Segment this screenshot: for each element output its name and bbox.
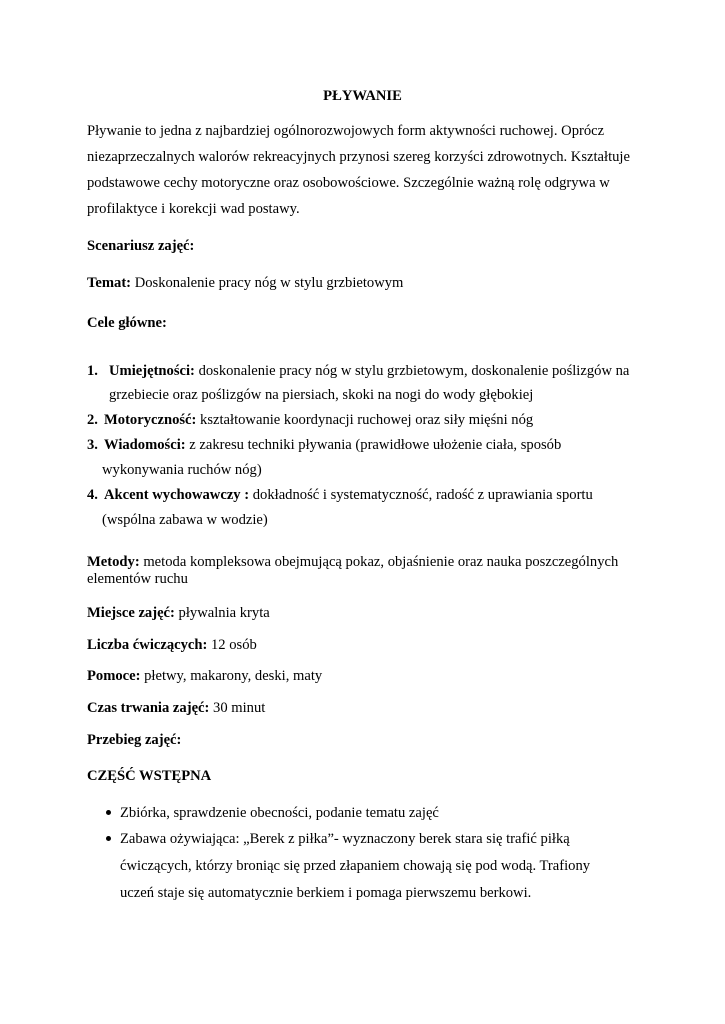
goal-item: [104, 411, 533, 429]
document-title: PŁYWANIE: [323, 88, 402, 104]
goal-label: Umiejętności:: [109, 363, 195, 379]
methods-text: metoda kompleksowa obejmującą pokaz, objaśnienie oraz nauka poszczególnych: [139, 554, 619, 570]
place-label: Miejsce zajęć:: [87, 605, 175, 621]
duration-line: [87, 699, 265, 717]
scenario-heading: Scenariusz zajęć:: [87, 238, 195, 254]
methods-text-continued: elementów ruchu: [87, 571, 188, 587]
goals-heading: Cele główne:: [87, 315, 167, 331]
duration-value: 30 minut: [209, 700, 266, 716]
goal-text-continued: (wspólna zabawa w wodzie): [102, 512, 268, 528]
goal-text-continued: grzebiecie oraz poślizgów na piersiach, skoki na nogi do wody głębokiej: [109, 387, 534, 403]
goal-item: [104, 486, 593, 504]
equipment-value: płetwy, makarony, deski, maty: [140, 668, 323, 684]
course-heading: Przebieg zajęć:: [87, 732, 182, 748]
goal-item: [109, 362, 629, 380]
goal-label: Motoryczność:: [104, 412, 197, 428]
goal-text: dokładność i systematyczność, radość z uprawiania sportu: [249, 487, 593, 503]
bullet-text: Zabawa ożywiająca: „Berek z piłka”- wyznaczony berek stara się trafić piłką: [120, 831, 570, 847]
methods-label: Metody:: [87, 554, 140, 570]
goal-number: 3.: [87, 437, 98, 453]
equipment-line: [87, 667, 322, 685]
bullet-text-continued: uczeń staje się automatycznie berkiem i pomaga pierwszemu berkowi.: [120, 885, 532, 901]
intro-line: podstawowe cechy motoryczne oraz osobowościowe. Szczególnie ważną rolę odgrywa w: [87, 175, 610, 191]
bullet-text-continued: ćwiczących, którzy broniąc się przed złapaniem chowają się pod wodą. Trafiony: [120, 858, 591, 874]
place-line: [87, 604, 270, 622]
goal-label: Akcent wychowawczy :: [104, 487, 250, 503]
place-value: pływalnia kryta: [174, 605, 270, 621]
participants-value: 12 osób: [207, 637, 257, 653]
goal-number: 4.: [87, 487, 98, 503]
goal-text-continued: wykonywania ruchów nóg): [102, 462, 262, 478]
intro-line: niezaprzeczalnych walorów rekreacyjnych przynosi szereg korzyści zdrowotnych. Kształtuje: [87, 149, 630, 165]
equipment-label: Pomoce:: [87, 668, 141, 684]
goal-text: kształtowanie koordynacji ruchowej oraz siły mięśni nóg: [196, 412, 534, 428]
goal-number: 1.: [87, 363, 98, 379]
goal-label: Wiadomości:: [104, 437, 186, 453]
intro-line: Pływanie to jedna z najbardziej ogólnorozwojowych form aktywności ruchowej. Oprócz: [87, 123, 605, 139]
topic-label: Temat:: [87, 275, 132, 291]
goal-item: [104, 436, 561, 454]
goal-text: doskonalenie pracy nóg w stylu grzbietowym, doskonalenie poślizgów na: [194, 363, 630, 379]
bullet-icon: [106, 836, 111, 841]
topic-value: Doskonalenie pracy nóg w stylu grzbietowym: [131, 275, 404, 291]
topic-line: [87, 274, 403, 292]
bullet-text: Zbiórka, sprawdzenie obecności, podanie tematu zajęć: [120, 805, 439, 821]
part-heading: CZĘŚĆ WSTĘPNA: [87, 768, 212, 784]
bullet-icon: [106, 810, 111, 815]
intro-line: profilaktyce i korekcji wad postawy.: [87, 201, 300, 217]
methods-line: [87, 553, 618, 571]
goal-number-text: 4: [87, 487, 95, 503]
participants-label: Liczba ćwiczących:: [87, 637, 208, 653]
duration-label: Czas trwania zajęć:: [87, 700, 210, 716]
goal-number: 2.: [87, 412, 98, 428]
participants-line: [87, 636, 257, 654]
goal-text: z zakresu techniki pływania (prawidłowe ułożenie ciała, sposób: [185, 437, 562, 453]
